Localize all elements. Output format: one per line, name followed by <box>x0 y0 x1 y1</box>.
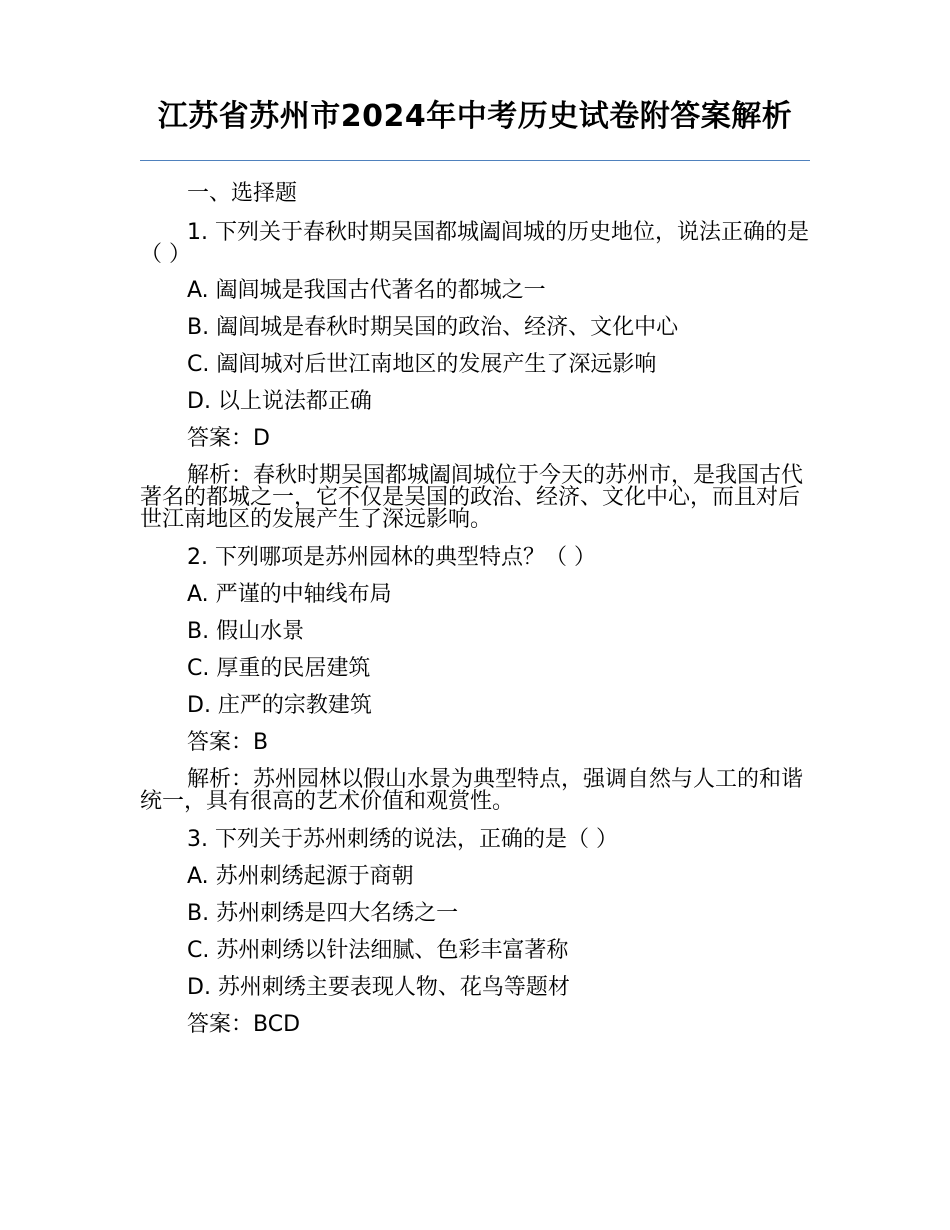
option-d: D. 以上说法都正确 <box>187 389 372 414</box>
question-stem: 1. 下列关于春秋时期吴国都城阖闾城的历史地位，说法正确的是（ ） <box>140 220 809 267</box>
answer: 答案：D <box>187 426 270 451</box>
option-b: B. 苏州刺绣是四大名绣之一 <box>187 901 459 926</box>
option-c: C. 苏州刺绣以针法细腻、色彩丰富著称 <box>187 938 569 963</box>
question-stem: 2. 下列哪项是苏州园林的典型特点？（ ） <box>187 545 596 570</box>
analysis: 解析：春秋时期吴国都城阖闾城位于今天的苏州市，是我国古代著名的都城之一，它不仅是吴国的政治、经济、文化中心，而且对后世江南地区的发展产生了深远影响。 <box>140 463 804 532</box>
answer: 答案：B <box>187 730 269 755</box>
option-a: A. 严谨的中轴线布局 <box>187 582 392 607</box>
option-b: B. 假山水景 <box>187 619 305 644</box>
analysis: 解析：苏州园林以假山水景为典型特点，强调自然与人工的和谐统一，具有很高的艺术价值和观赏性。 <box>140 767 804 814</box>
option-d: D. 苏州刺绣主要表现人物、花鸟等题材 <box>187 975 570 1000</box>
option-d: D. 庄严的宗教建筑 <box>187 693 372 718</box>
option-a: A. 阖闾城是我国古代著名的都城之一 <box>187 278 546 303</box>
option-c: C. 阖闾城对后世江南地区的发展产生了深远影响 <box>187 352 657 377</box>
answer: 答案：BCD <box>187 1012 301 1037</box>
section-heading: 一、选择题 <box>187 181 298 206</box>
option-c: C. 厚重的民居建筑 <box>187 656 371 681</box>
title-divider <box>140 160 810 161</box>
option-b: B. 阖闾城是春秋时期吴国的政治、经济、文化中心 <box>187 315 679 340</box>
document-title: 江苏省苏州市2024年中考历史试卷附答案解析 <box>157 99 793 134</box>
question-stem: 3. 下列关于苏州刺绣的说法，正确的是（ ） <box>187 827 618 852</box>
option-a: A. 苏州刺绣起源于商朝 <box>187 864 414 889</box>
